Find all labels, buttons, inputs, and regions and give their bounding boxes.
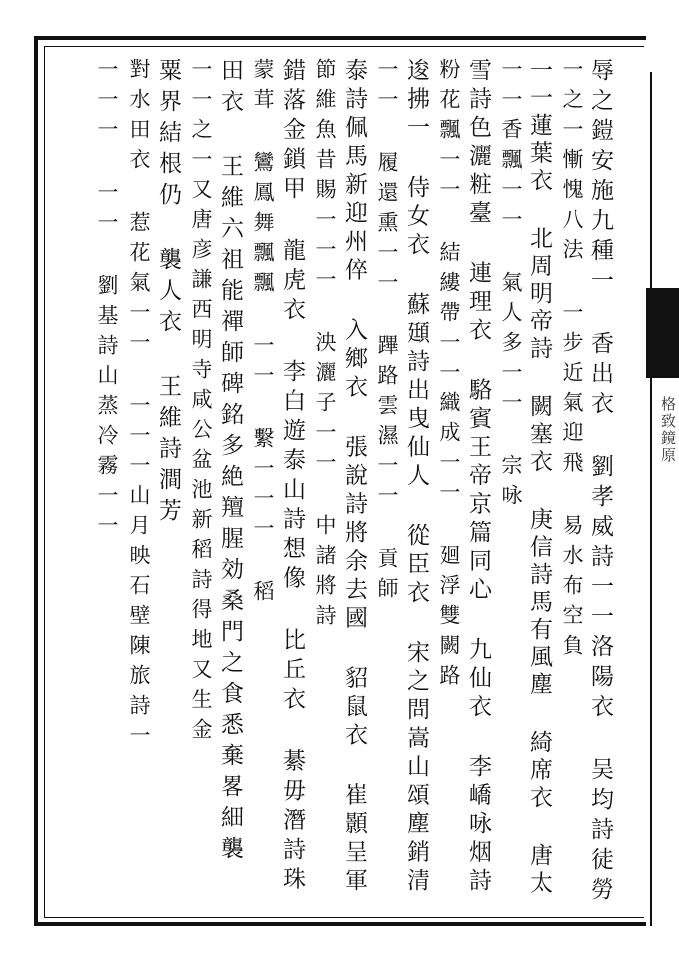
text-column: 泰詩佩馬新迎州倅 入鄉衣 張說詩將余去國 貂鼠衣 崔顥呈軍 xyxy=(341,58,367,897)
text-column: 一一香飄一一 氣人多一一 宗咏 xyxy=(499,58,523,514)
edge-black-block xyxy=(646,288,679,378)
text-column: 雪詩色灑粧臺 連理衣 駱賓王帝京篇同心 九仙衣 李嶠咏烟詩 xyxy=(465,58,491,897)
text-column: 辱之鎧安施九種一 香出衣 劉孝威詩一一洛陽衣 吴均詩徒勞 xyxy=(587,58,613,907)
side-label: 格致鏡原 xyxy=(659,396,677,464)
text-column: 一一蓮葉衣 北周明帝詩 闕塞衣 庚信詩馬有風塵 綺席衣 唐太 xyxy=(526,58,552,898)
edge-rule xyxy=(650,72,652,926)
text-column: 蒙茸 鸞鳳舞飄飄 一一 繫一一一 稻 xyxy=(251,58,275,610)
text-column: 一一一 一一 劉基詩山蒸冷霧一一 xyxy=(95,58,119,544)
text-column: 一一之一又唐彦謙西明寺咸公盆池新稻詩得地又生金 xyxy=(189,58,213,748)
text-column: 錯落金鎖甲 龍虎衣 李白遊泰山詩想像 比丘衣 綦毋潛詩珠 xyxy=(279,58,305,896)
text-column: 田衣 王維六祖能禪師碑銘多絶羶腥効桑門之食悉棄畧細襲 xyxy=(217,58,243,867)
text-column: 一之一慚愧八法 一步近氣迎飛 易水布空負 xyxy=(560,58,584,664)
text-column: 節維魚昔賜一一一 泱灑子一一 中諸將詩 xyxy=(313,58,337,634)
text-column: 逡拂一 侍女衣 蘇頲詩出曳仙人 從臣衣 宋之問嵩山頌塵銷清 xyxy=(403,58,429,897)
text-column: 對水田衣 惹花氣一一 一一一山月映石壁陳旅詩一 xyxy=(127,58,151,754)
text-column: 粟界結根仍 襲人衣 王維詩澗芳 xyxy=(155,58,181,529)
page-edge-strip xyxy=(646,36,679,926)
text-column: 粉花飄一一 結縷帶一一織成一一 廻浮雙闕路 xyxy=(437,58,461,694)
text-column: 一一 履還熏一一 蹕路雲濕一一 貢師 xyxy=(375,58,399,607)
